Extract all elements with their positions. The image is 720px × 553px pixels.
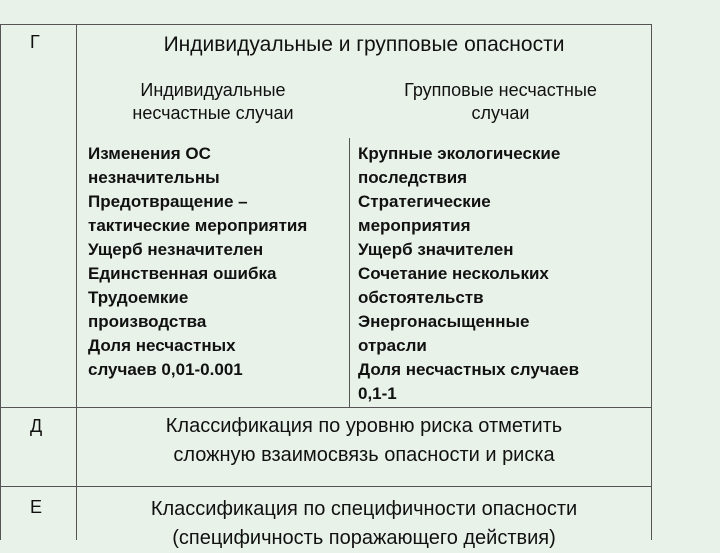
list-item: Ущерб значителен (358, 240, 514, 259)
table-border-right (651, 24, 652, 540)
individual-cases-list (88, 142, 346, 382)
list-item: случаев 0,01-0.001 (88, 360, 243, 379)
list-item: отрасли (358, 336, 427, 355)
row-letter-d: Д (30, 416, 43, 436)
row-g-title: Индивидуальные и групповые опасности (163, 33, 565, 56)
list-item: Изменения ОС (88, 144, 211, 163)
list-item: Энергонасыщенные (358, 312, 530, 331)
group-cases-header: Групповые несчастные случаи (404, 80, 597, 123)
row-divider-e (0, 486, 652, 487)
list-item: производства (88, 312, 207, 331)
list-item: Доля несчастных (88, 336, 236, 355)
individual-cases-header: Индивидуальные несчастные случаи (132, 80, 294, 123)
group-cases-list (358, 142, 648, 406)
list-item: последствия (358, 168, 468, 187)
risk-level-classification: Классификация по уровню риска отметить сложную взаимосвязь опасности и риска (165, 415, 563, 466)
list-item: Доля несчастных случаев (358, 360, 580, 379)
specificity-classification: Классификация по специфичности опасности (специфичность поражающего действия) (150, 498, 578, 549)
list-item: Предотвращение – (88, 192, 248, 211)
table-border-top (0, 24, 652, 25)
list-item: 0,1-1 (358, 384, 397, 403)
list-item: Стратегические (358, 192, 491, 211)
row-letter-g: Г (30, 32, 40, 52)
list-item: обстоятельств (358, 288, 484, 307)
list-item: Сочетание нескольких (358, 264, 549, 283)
list-item: незначительны (88, 168, 220, 187)
list-item: Крупные экологические (358, 144, 561, 163)
list-item: Ущерб незначителен (88, 240, 264, 259)
row-divider-d (0, 407, 652, 408)
list-item: мероприятия (358, 216, 471, 235)
subcolumn-divider (349, 138, 350, 408)
list-item: Единственная ошибка (88, 264, 277, 283)
list-item: тактические мероприятия (88, 216, 308, 235)
row-letter-e: Е (30, 497, 43, 517)
list-item: Трудоемкие (88, 288, 189, 307)
table-border-left (0, 24, 1, 540)
